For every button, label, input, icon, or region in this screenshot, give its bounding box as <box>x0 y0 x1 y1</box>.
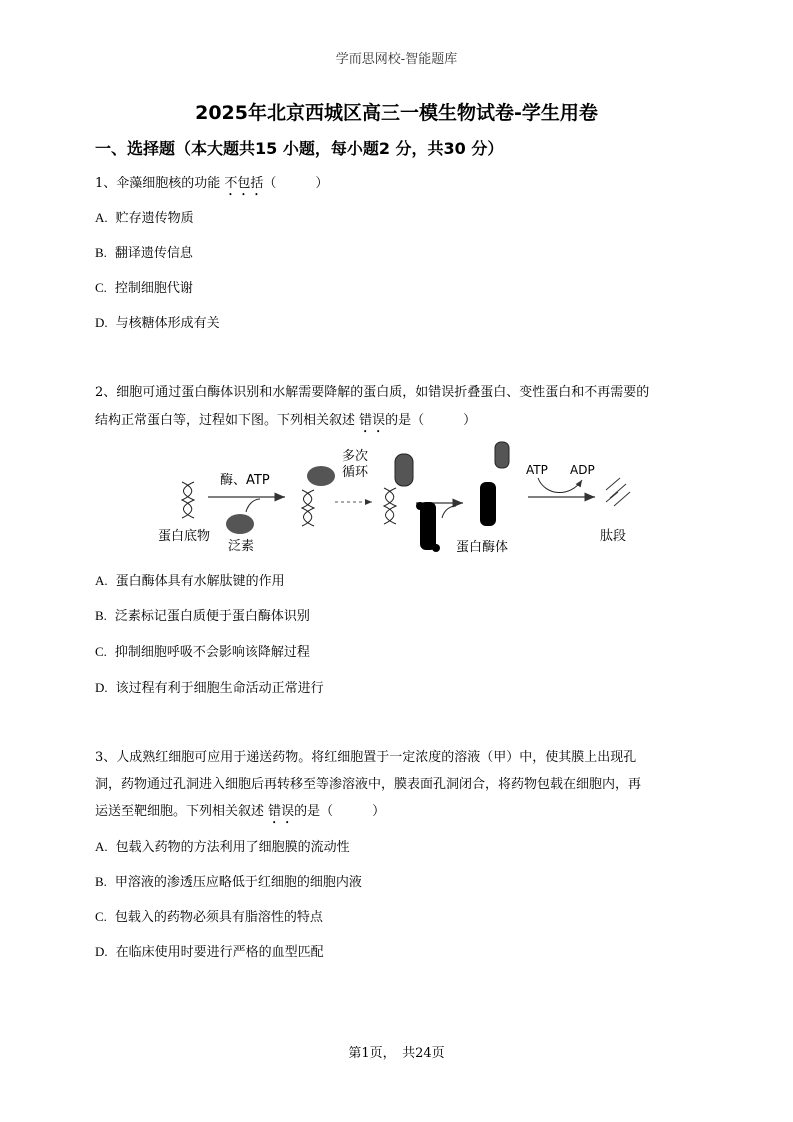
proteasome-diagram <box>150 440 650 560</box>
page-header: 学而思网校-智能题库 <box>335 52 458 67</box>
label-ubiquitin: 泛素 <box>228 539 255 554</box>
q2-option-b[interactable]: B. 泛素标记蛋白质便于蛋白酶体识别 <box>95 608 310 624</box>
question-2-stem-line1: 2、细胞可通过蛋白酶体识别和水解需要降解的蛋白质，如错误折叠蛋白、变性蛋白和不再需要的 <box>95 385 650 400</box>
page-footer: 第1页， 共24页 <box>348 1046 445 1061</box>
label-substrate: 蛋白底物 <box>158 529 211 544</box>
label-peptides: 肽段 <box>600 529 627 544</box>
page-title: 2025年北京西城区高三一模生物试卷-学生用卷 <box>195 102 598 124</box>
label-atp: ATP <box>526 463 548 477</box>
q1-option-c[interactable]: C. 控制细胞代谢 <box>95 280 193 296</box>
question-1-stem: 1、伞藻细胞核的功能 不包括（ ） <box>95 176 329 191</box>
question-3-stem-line2: 洞，药物通过孔洞进入细胞后再转移至等渗溶液中，膜表面孔洞闭合，将药物包载在细胞内，再 <box>95 777 642 792</box>
q1-option-a[interactable]: A. 贮存遗传物质 <box>95 210 194 226</box>
question-3-stem-line1: 3、人成熟红细胞可应用于递送药物。将红细胞置于一定浓度的溶液（甲）中，使其膜上出现孔 <box>95 750 637 765</box>
q2-option-c[interactable]: C. 抑制细胞呼吸不会影响该降解过程 <box>95 644 310 660</box>
q3-option-d[interactable]: D. 在临床使用时要进行严格的血型匹配 <box>95 944 324 960</box>
ubiquitin-tagged-icon <box>307 466 335 486</box>
label-cycles-1: 多次 <box>342 449 369 464</box>
q3-option-b[interactable]: B. 甲溶液的渗透压应略低于红细胞的细胞内液 <box>95 874 362 890</box>
label-adp: ADP <box>570 463 595 477</box>
peptides-icon <box>606 478 630 506</box>
q1-option-b[interactable]: B. 翻译遗传信息 <box>95 245 193 261</box>
ubiquitin-icon <box>226 514 254 534</box>
label-cycles-2: 循环 <box>342 465 369 480</box>
ubiquitin-arrow <box>246 499 260 512</box>
q1-option-d[interactable]: D. 与核糖体形成有关 <box>95 315 220 331</box>
label-enzyme-atp: 酶、ATP <box>220 473 270 488</box>
q2-option-a[interactable]: A. 蛋白酶体具有水解肽键的作用 <box>95 573 285 589</box>
proteasome-icon <box>416 502 440 552</box>
q2-option-d[interactable]: D. 该过程有利于细胞生命活动正常进行 <box>95 680 324 696</box>
question-2-stem-line2: 结构正常蛋白等，过程如下图。下列相关叙述 错误的是（ ） <box>95 413 477 428</box>
protein-substrate-icon <box>182 482 194 518</box>
polyubiquitin-chain-icon <box>395 454 413 486</box>
section-heading: 一、选择题（本大题共15 小题，每小题2 分，共30 分） <box>95 139 504 158</box>
label-proteasome: 蛋白酶体 <box>456 540 509 555</box>
q3-option-c[interactable]: C. 包载入的药物必须具有脂溶性的特点 <box>95 909 323 925</box>
question-3-stem-line3: 运送至靶细胞。下列相关叙述 错误的是（ ） <box>95 804 386 819</box>
q3-option-a[interactable]: A. 包载入药物的方法利用了细胞膜的流动性 <box>95 839 350 855</box>
